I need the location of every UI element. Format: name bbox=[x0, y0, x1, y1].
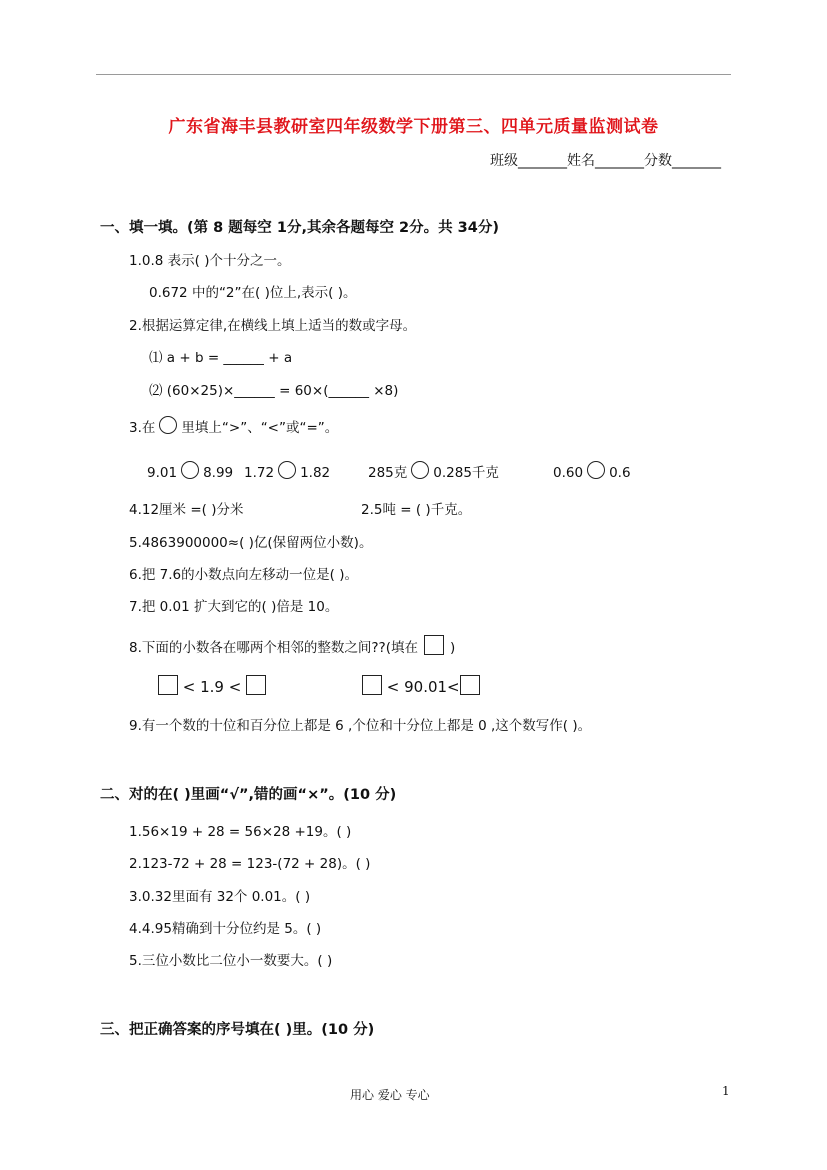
question-1a: 1.0.8 表示( )个十分之一。 bbox=[129, 253, 291, 269]
question-4b: 2.5吨 = ( )千克。 bbox=[361, 502, 472, 518]
compare-b-left: 1.72 bbox=[244, 465, 275, 481]
question-2: 2.根据运算定律,在横线上填上适当的数或字母。 bbox=[129, 318, 417, 334]
range-b-text: < 90.01< bbox=[386, 678, 460, 696]
question-1b: 0.672 中的“2”在( )位上,表示( )。 bbox=[149, 285, 357, 301]
circle-blank-icon[interactable] bbox=[587, 461, 605, 479]
question-8 bbox=[129, 635, 455, 656]
compare-b-right: 1.82 bbox=[300, 465, 331, 481]
header-rule bbox=[96, 74, 731, 75]
section3-heading: 三、把正确答案的序号填在( )里。(10 分) bbox=[100, 1022, 375, 1038]
judge-item: 5.三位小数比二位小一数要大。( ) bbox=[129, 953, 333, 969]
compare-d-right: 0.6 bbox=[609, 465, 631, 481]
question-8-prefix: 8.下面的小数各在哪两个相邻的整数之间??(填在 bbox=[129, 640, 418, 656]
square-blank-icon[interactable] bbox=[246, 675, 266, 695]
compare-item-c bbox=[368, 461, 499, 481]
question-2-2: ⑵ (60×25)×______ = 60×(______ ×8) bbox=[149, 383, 399, 399]
circle-blank-icon[interactable] bbox=[278, 461, 296, 479]
square-blank-icon[interactable] bbox=[158, 675, 178, 695]
compare-item-a bbox=[147, 461, 233, 481]
question-8-suffix: ) bbox=[449, 640, 456, 656]
question-3-prefix: 3.在 bbox=[129, 420, 156, 436]
question-3-suffix: 里填上“>”、“<”或“=”。 bbox=[181, 420, 339, 436]
question-6: 6.把 7.6的小数点向左移动一位是( )。 bbox=[129, 567, 358, 583]
question-9: 9.有一个数的十位和百分位上都是 6 ,个位和十分位上都是 0 ,这个数写作( )。 bbox=[129, 718, 592, 734]
footer-motto: 用心 爱心 专心 bbox=[350, 1088, 430, 1102]
page-number: 1 bbox=[722, 1084, 730, 1098]
question-4a: 4.12厘米 =( )分米 bbox=[129, 502, 244, 518]
square-blank-icon[interactable] bbox=[362, 675, 382, 695]
circle-blank-icon bbox=[159, 416, 177, 434]
compare-c-right: 0.285千克 bbox=[433, 465, 499, 481]
compare-item-b bbox=[244, 461, 330, 481]
section2-heading: 二、对的在( )里画“√”,错的画“×”。(10 分) bbox=[100, 787, 397, 803]
compare-a-right: 8.99 bbox=[203, 465, 234, 481]
range-item-a bbox=[158, 675, 266, 696]
compare-a-left: 9.01 bbox=[147, 465, 178, 481]
question-7: 7.把 0.01 扩大到它的( )倍是 10。 bbox=[129, 599, 339, 615]
circle-blank-icon[interactable] bbox=[411, 461, 429, 479]
range-item-b bbox=[362, 675, 480, 696]
judge-item: 4.4.95精确到十分位约是 5。( ) bbox=[129, 921, 322, 937]
compare-item-d bbox=[553, 461, 631, 481]
judge-item: 1.56×19 + 28 = 56×28 +19。( ) bbox=[129, 824, 352, 840]
page-title: 广东省海丰县教研室四年级数学下册第三、四单元质量监测试卷 bbox=[168, 117, 659, 137]
square-blank-icon bbox=[424, 635, 444, 655]
section1-heading: 一、填一填。(第 8 题每空 1分,其余各题每空 2分。共 34分) bbox=[100, 220, 499, 236]
judge-item: 3.0.32里面有 32个 0.01。( ) bbox=[129, 889, 311, 905]
question-2-1: ⑴ a + b = ______ + a bbox=[149, 350, 293, 366]
range-a-text: < 1.9 < bbox=[182, 678, 242, 696]
compare-c-left: 285克 bbox=[368, 465, 408, 481]
question-3 bbox=[129, 416, 338, 436]
circle-blank-icon[interactable] bbox=[181, 461, 199, 479]
question-5: 5.4863900000≈( )亿(保留两位小数)。 bbox=[129, 535, 373, 551]
compare-d-left: 0.60 bbox=[553, 465, 584, 481]
square-blank-icon[interactable] bbox=[460, 675, 480, 695]
student-info-line: 班级_______姓名_______分数_______ bbox=[490, 153, 721, 169]
judge-item: 2.123-72 + 28 = 123-(72 + 28)。( ) bbox=[129, 856, 371, 872]
